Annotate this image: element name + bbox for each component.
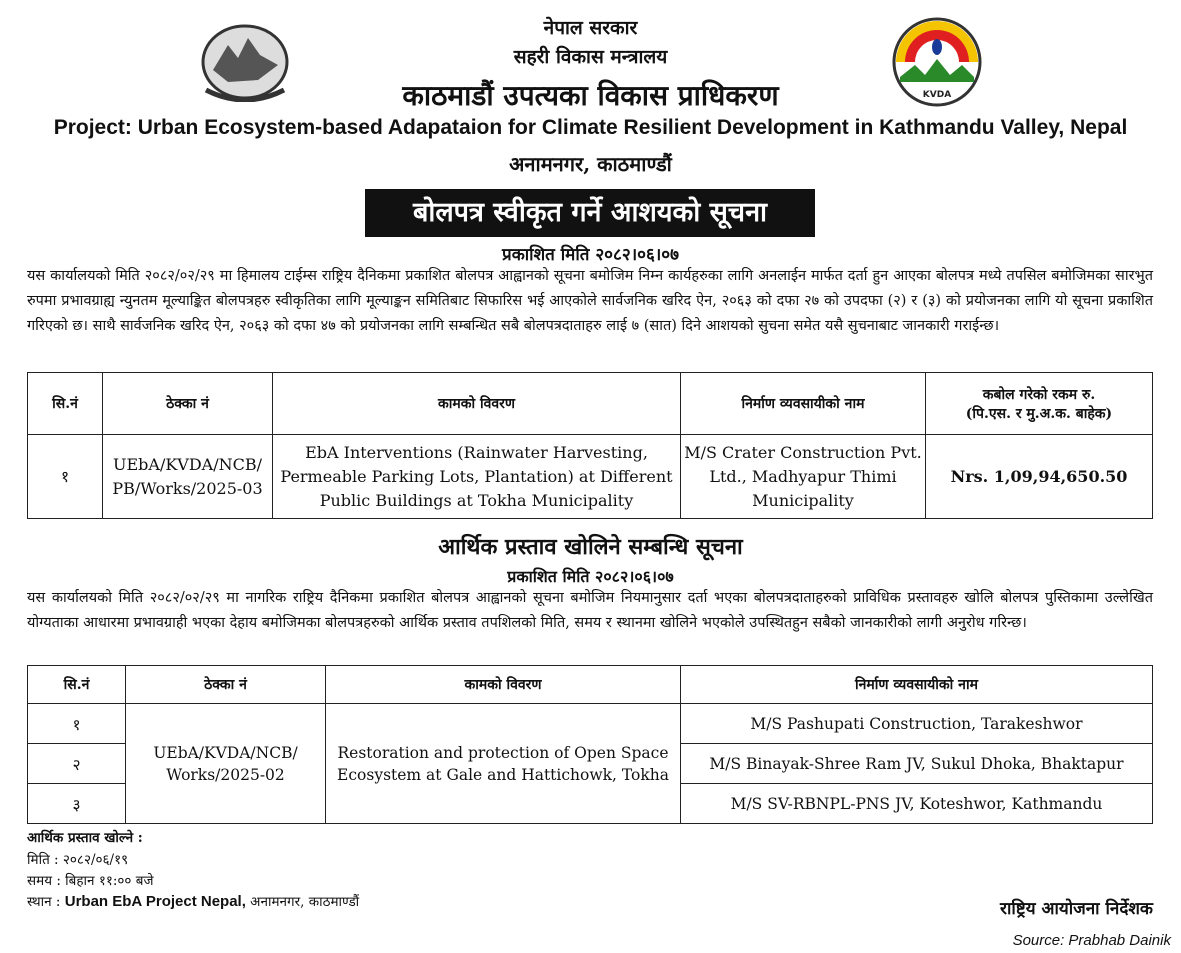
col-amount-label: कबोल गरेको रकम रु. <box>982 386 1096 403</box>
project-title: Project: Urban Ecosystem-based Adapataion for Climate Resilient Development in Kathmandu Valley, Nepal <box>53 116 1128 139</box>
col-sn: सि.नं <box>28 666 126 704</box>
opening-date: मिति : २०८२/०६/१९ <box>27 852 129 868</box>
contract-no: UEbA/KVDA/NCB/ PB/Works/2025-03 <box>103 435 273 519</box>
col-sn: सि.नं <box>28 373 103 435</box>
col-contractor: निर्माण व्यवसायीको नाम <box>681 666 1153 704</box>
authority-title: काठमाडौं उपत्यका विकास प्राधिकरण <box>402 79 779 112</box>
work-description: Restoration and protection of Open Space Ecosystem at Gale and Hattichowk, Tokha <box>326 704 681 824</box>
svg-text:KVDA: KVDA <box>922 90 952 100</box>
financial-proposal-table <box>27 665 1153 824</box>
source-credit: Source: Prabhab Dainik <box>1012 932 1171 949</box>
ministry-title: सहरी विकास मन्त्रालय <box>513 46 668 68</box>
col-contractor: निर्माण व्यवसायीको नाम <box>681 373 926 435</box>
col-contract: ठेक्का नं <box>126 666 326 704</box>
opening-time: समय : बिहान ११:०० बजे <box>27 873 154 889</box>
table-header <box>28 373 1153 435</box>
contractor: M/S Crater Construction Pvt. Ltd., Madhyapur Thimi Municipality <box>681 435 926 519</box>
signatory: राष्ट्रिय आयोजना निर्देशक <box>1000 899 1153 919</box>
contractor: M/S SV-RBNPL-PNS JV, Koteshwor, Kathmandu <box>681 784 1153 824</box>
notice-title: बोलपत्र स्वीकृत गर्ने आशयको सूचना <box>365 189 815 237</box>
accepted-bid-table <box>27 372 1153 519</box>
col-work: कामको विवरण <box>273 373 681 435</box>
contract-no: UEbA/KVDA/NCB/ Works/2025-02 <box>126 704 326 824</box>
opening-place <box>27 892 359 910</box>
sn: १ <box>28 435 103 519</box>
section2-date: प्रकाशित मिति २०८२।०६।०७ <box>507 567 674 586</box>
sn: ३ <box>28 784 126 824</box>
amount: Nrs. 1,09,94,650.50 <box>926 435 1153 519</box>
section2-title: आर्थिक प्रस्ताव खोलिने सम्बन्धि सूचना <box>438 534 743 560</box>
contractor: M/S Pashupati Construction, Tarakeshwor <box>681 704 1153 744</box>
table-row <box>28 435 1153 519</box>
sn: १ <box>28 704 126 744</box>
section2-paragraph: यस कार्यालयको मिति २०८२/०२/२९ मा नागरिक राष्ट्रिय दैनिकमा प्रकाशित बोलपत्र आह्वानको सूचना बमोजिम नियमानुसार दर्ता भएका बोलपत्रदाताहरुको प्राविधिक प्रस्तावहरु खोलि बोलपत्र पुस्तिकामा उल्लेखित योग्यताका आधारमा प्रभावग्राही भएका देहाय बमोजिमका बोलपत्रहरुको आर्थिक प्रस्ताव तपशिलको मिति, समय र स्थानमा खोलिने भएकोले उपस्थितहुन सबैको जानकारीको लागी अनुरोध गरिन्छ। <box>27 590 1153 631</box>
published-date: प्रकाशित मिति २०८२।०६।०७ <box>502 245 679 265</box>
place-address: अनामनगर, काठमाण्डौं <box>245 894 360 910</box>
opening-label: आर्थिक प्रस्ताव खोल्ने : <box>27 830 143 846</box>
col-amount-note: (पि.एस. र मु.अ.क. बाहेक) <box>965 405 1113 422</box>
col-contract: ठेक्का नं <box>103 373 273 435</box>
sn: २ <box>28 744 126 784</box>
notice-paragraph: यस कार्यालयको मिति २०८२/०२/२९ मा हिमालय टाईम्स राष्ट्रिय दैनिकमा प्रकाशित बोलपत्र आह्वानको सूचना बमोजिम निम्न कार्यहरुका लागि अनलाईन मार्फत दर्ता हुन आएका बोलपत्र मध्ये तपसिल बमोजिमका सारभुत रुपमा प्रभावग्राह्य न्युनतम मूल्याङ्कित बोलपत्रहरु स्वीकृतिका लागि मूल्याङ्कन समितिबाट सिफारिस भई आएकोले सार्वजनिक खरिद ऐन, २०६३ को दफा २७ को उपदफा (२) र (३) को प्रयोजनका लागि यो सूचना प्रकाशित गरिएको छ। साथै सार्वजनिक खरिद ऐन, २०६३ को दफा ४७ को प्रयोजनका लागि सम्बन्धित सबै बोलपत्रदाताहरु लाई ७ (सात) दिने आशयको सुचना समेत यसै सुचनाबाट जानकारी गराईन्छ। <box>27 268 1153 334</box>
col-work: कामको विवरण <box>326 666 681 704</box>
work-description: EbA Interventions (Rainwater Harvesting, Permeable Parking Lots, Plantation) at Different Public Buildings at Tokha Municipality <box>273 435 681 519</box>
address: अनामनगर, काठमाण्डौं <box>509 152 672 176</box>
place-name: Urban EbA Project Nepal, <box>64 893 246 910</box>
contractor: M/S Binayak-Shree Ram JV, Sukul Dhoka, Bhaktapur <box>681 744 1153 784</box>
gov-title: नेपाल सरकार <box>543 17 638 39</box>
table-header <box>28 666 1153 704</box>
table-row <box>28 704 1153 744</box>
place-label: स्थान : <box>27 894 65 910</box>
col-amount <box>926 373 1153 435</box>
